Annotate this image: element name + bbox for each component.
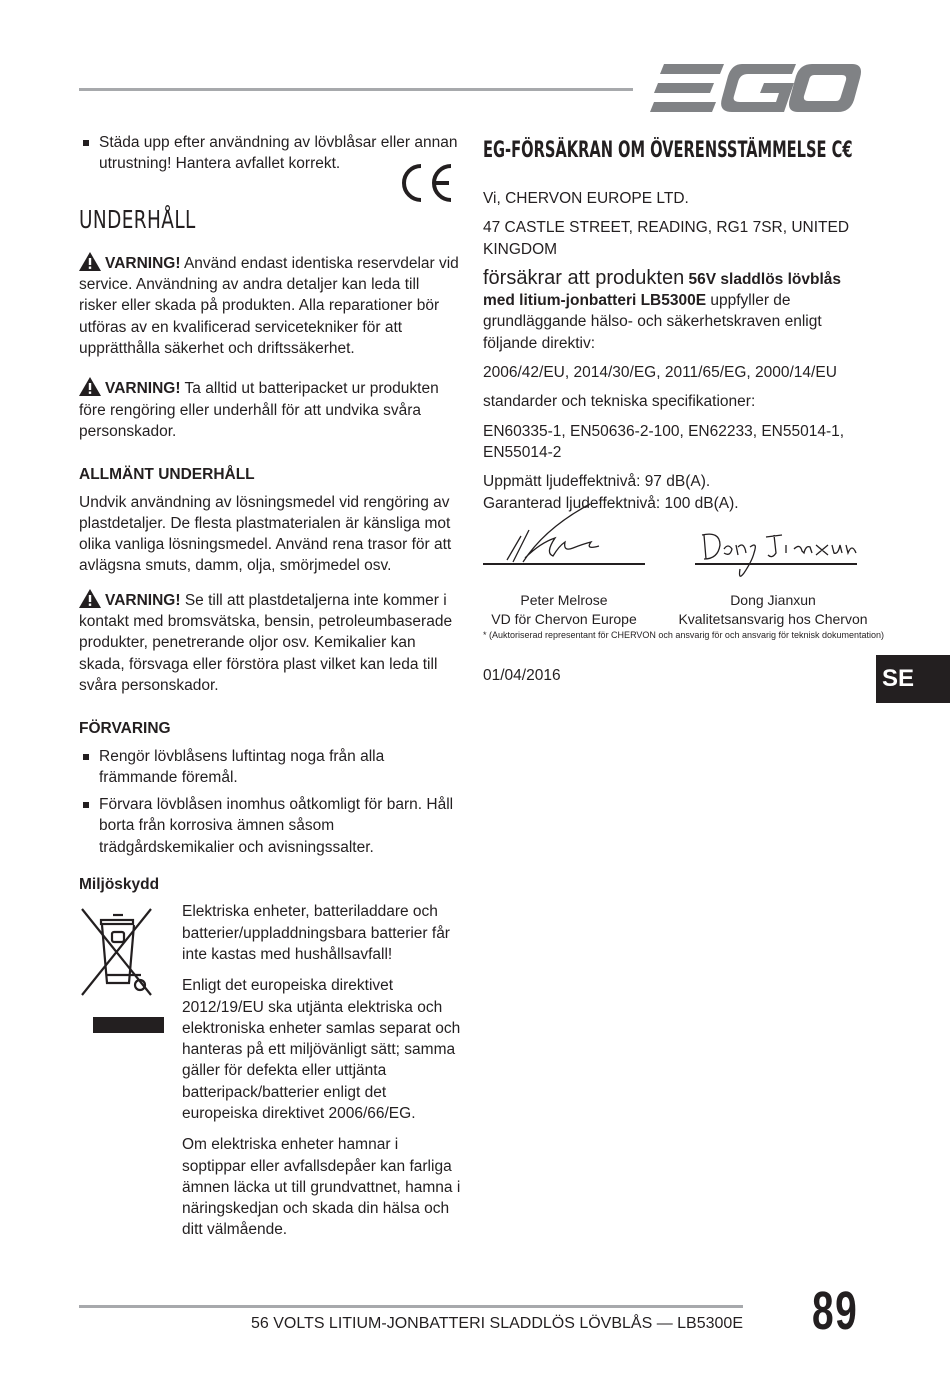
directives: 2006/42/EU, 2014/30/EG, 2011/65/EG, 2000/14/EU xyxy=(483,364,837,382)
list-item: Rengör lövblåsens luftintag noga från alla främmande föremål. xyxy=(79,746,461,789)
intro-bullet: Städa upp efter användning av lövblåsar eller annan utrustning! Hantera avfallet korrekt. xyxy=(79,132,461,175)
declare-tail: uppfyller de grundläggande hälso- och säkerhetskraven enligt följande direktiv: xyxy=(483,292,822,352)
language-tab: SE xyxy=(876,655,950,703)
eco-paragraph: Elektriska enheter, batteriladdare och batterier/uppladdningsbara batterier får inte kastas med hushållsavfall! xyxy=(182,903,450,963)
signer-1 xyxy=(468,591,660,629)
ego-logo xyxy=(650,62,862,114)
warning-triangle-icon xyxy=(79,377,101,396)
product-name: 56V sladdlös lövblås med litium-jonbatteri LB5300E xyxy=(483,270,842,310)
eco-title: Miljöskydd xyxy=(79,876,160,894)
warning-text-3: Se till att plastdetaljerna inte kommer i kontakt med bromsvätska, bensin, petroleumbaserade produkter, penetrerande oljor osv. Kemikalier kan skada, försvaga eller förstöra plast vilket kan leda till svåra personskador. xyxy=(79,591,453,694)
declaration-date: 01/04/2016 xyxy=(483,667,561,684)
left-column xyxy=(79,132,461,1251)
signer-name: Dong Jianxun xyxy=(730,592,816,608)
standards: EN60335-1, EN50636-2-100, EN62233, EN55014-1, EN55014-2 xyxy=(483,422,845,461)
warning-text-1: Använd endast identiska reservdelar vid service. Användning av andra detaljer kan leda till risker eller skada på produkten. Alla reparationer bör utföras av en kvalificerad servicetekniker för att upprätthålla säkerhet och driftssäkerhet. xyxy=(79,254,459,358)
signature-peter-melrose xyxy=(495,498,615,570)
list-item: Förvara lövblåsen inomhus oåtkomligt för barn. Håll borta från korrosiva ämnen såsom trädgårdskemikalier och avisningssalter. xyxy=(79,794,461,858)
warning-triangle-icon xyxy=(79,589,101,608)
warning-triangle-icon xyxy=(79,252,101,271)
signer-title: VD för Chervon Europe xyxy=(491,611,637,627)
declaration-title: EG-FÖRSÄKRAN OM ÖVERENSSTÄMMELSE C€ xyxy=(483,138,853,164)
warning-block-1 xyxy=(79,252,461,359)
warning-label: VARNING! xyxy=(105,380,181,398)
measured-noise: Uppmätt ljudeffektnivå: 97 dB(A). xyxy=(483,473,711,491)
footer-rule xyxy=(79,1305,743,1308)
signature-line xyxy=(695,563,857,565)
signer-title: Kvalitetsansvarig hos Chervon xyxy=(678,611,868,627)
declare-lead: försäkrar att produkten xyxy=(483,266,685,289)
declaration-text xyxy=(483,268,863,354)
section-title-underhall: UNDERHÅLL xyxy=(79,204,196,234)
signer-name: Peter Melrose xyxy=(520,592,608,608)
footer-text: 56 VOLTS LITIUM-JONBATTERI SLADDLÖS LÖVBLÅS — LB5300E xyxy=(250,1315,743,1332)
warning-text-2: Ta alltid ut batteripacket ur produkten före rengöring eller underhåll för att undvika svåra personskador. xyxy=(79,380,439,440)
declaration-header xyxy=(483,140,863,182)
general-maintenance-text: Undvik användning av lösningsmedel vid rengöring av plastdetaljer. De flesta plastmaterialen är känsliga mot olika vanliga lösningsmedel. Använd rena trasor för att avlägsna smuts, damm, olja, smörjmedel osv. xyxy=(79,493,452,575)
warning-block-3 xyxy=(79,589,461,696)
standards-label: standarder och tekniska specifikationer: xyxy=(483,393,756,411)
general-maintenance-title: ALLMÄNT UNDERHÅLL xyxy=(79,466,255,484)
header-rule xyxy=(79,88,633,91)
crossed-bin-icon xyxy=(79,905,165,1037)
warning-block-2 xyxy=(79,377,461,442)
ce-mark-icon xyxy=(395,162,455,204)
page-number: 89 xyxy=(812,1281,859,1341)
warning-label: VARNING! xyxy=(105,591,181,609)
storage-title: FÖRVARING xyxy=(79,720,171,738)
guaranteed-noise: Garanterad ljudeffektnivå: 100 dB(A). xyxy=(483,494,739,512)
signature-line xyxy=(483,563,645,565)
right-column xyxy=(483,140,863,522)
storage-list xyxy=(79,746,461,858)
eco-paragraph: Enligt det europeiska direktivet 2012/19/EU ska utjänta elektriska och elektroniska enheter samlas separat och hanteras på ett miljövänligt sätt; samma gäller för defekta eller uttjänta batteripack/batterier enligt det europeiska direktivet 2006/66/EG. xyxy=(182,977,461,1122)
eco-text xyxy=(182,901,461,1240)
eco-paragraph: Om elektriska enheter hamnar i soptippar eller avfallsdepåer kan farliga ämnen läcka ut till grundvattnet, hamna i näringskedjan och skada din hälsa och ditt välmående. xyxy=(182,1136,461,1239)
signature-dong-jianxun xyxy=(698,523,858,583)
company-line: Vi, CHERVON EUROPE LTD. xyxy=(483,190,689,207)
eco-section xyxy=(79,901,461,1240)
footnote: * (Auktoriserad representant för CHERVON och ansvarig för och ansvarig för teknisk dokumentation) xyxy=(483,630,885,640)
address-line: 47 CASTLE STREET, READING, RG1 7SR, UNITED KINGDOM xyxy=(483,219,850,258)
warning-label: VARNING! xyxy=(105,254,181,272)
signer-2 xyxy=(668,591,878,629)
